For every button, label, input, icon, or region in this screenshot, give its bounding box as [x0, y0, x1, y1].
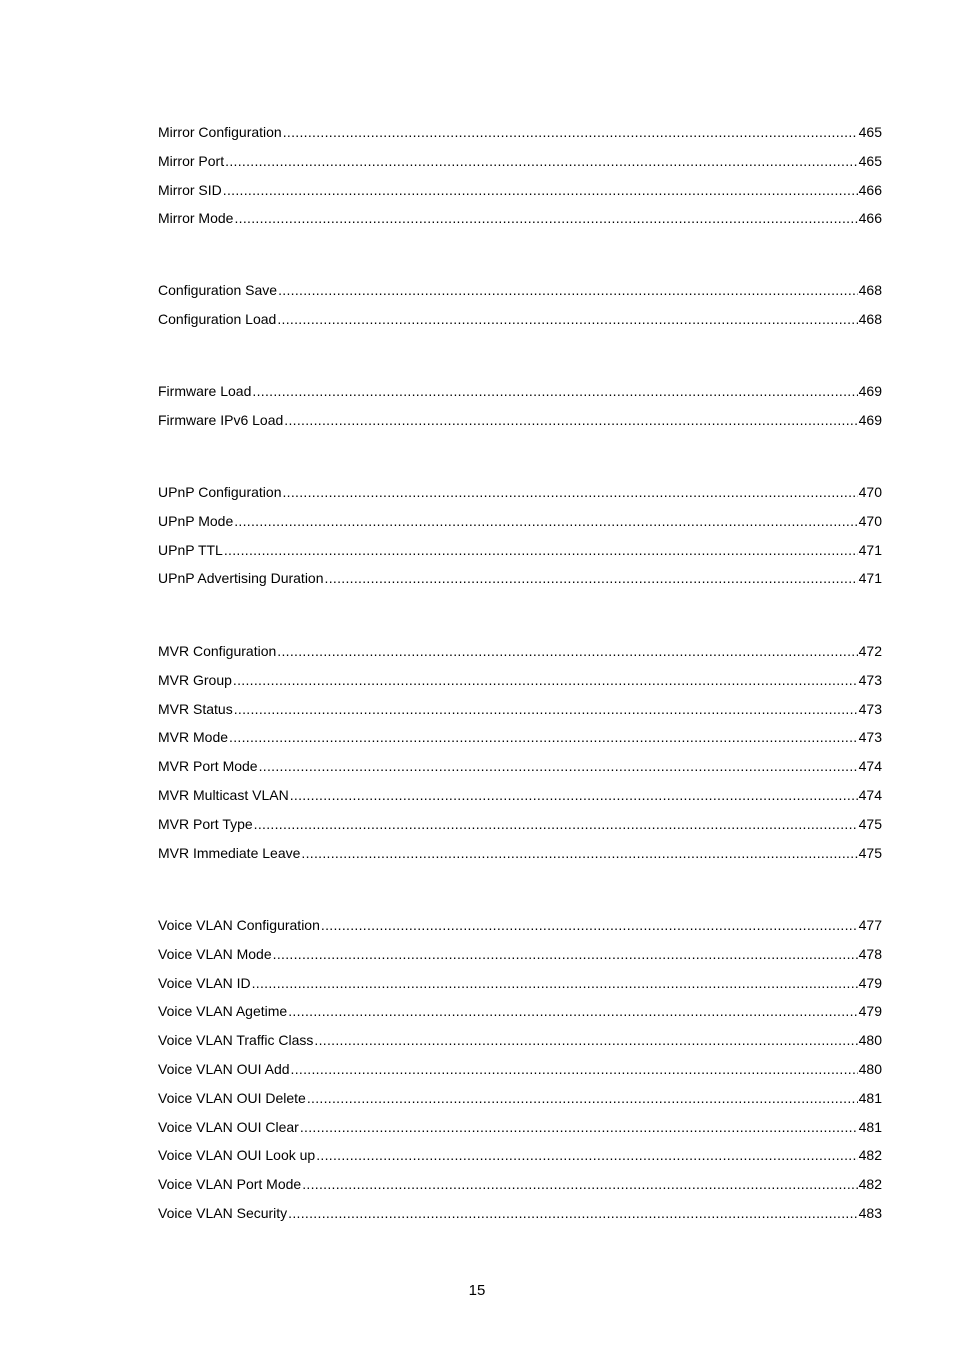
toc-entry-page: 473 — [858, 700, 882, 717]
toc-dot-leader — [225, 147, 858, 176]
toc-entry-page: 483 — [858, 1204, 882, 1221]
toc-dot-leader — [291, 1055, 858, 1084]
toc-entry-title: MVR Immediate Leave — [158, 844, 301, 861]
toc-entry[interactable] — [158, 723, 882, 752]
toc-entry-page: 479 — [858, 1003, 882, 1020]
toc-entry-title: Voice VLAN OUI Delete — [158, 1089, 306, 1106]
toc-entry[interactable] — [158, 637, 882, 666]
toc-dot-leader — [234, 507, 857, 536]
toc-entry-page: 474 — [858, 786, 882, 803]
toc-dot-leader — [254, 810, 858, 839]
toc-entry-page: 479 — [858, 974, 882, 991]
toc-entry-page: 470 — [858, 512, 882, 529]
toc-entry[interactable] — [158, 118, 882, 147]
toc-entry-title: MVR Group — [158, 671, 232, 688]
toc-entry-title: UPnP Mode — [158, 512, 234, 529]
toc-entry[interactable] — [158, 940, 882, 969]
toc-entry[interactable] — [158, 147, 882, 176]
toc-dot-leader — [252, 969, 858, 998]
toc-dot-leader — [284, 406, 857, 435]
page-number: 15 — [468, 1282, 486, 1299]
toc-entry-page: 465 — [858, 152, 882, 169]
toc-dot-leader — [282, 478, 857, 507]
toc-entry-title: MVR Configuration — [158, 643, 277, 659]
toc-entry-page: 468 — [858, 282, 882, 298]
toc-entry[interactable] — [158, 305, 882, 334]
toc-entry-title: MVR Port Type — [158, 815, 253, 832]
toc-entry[interactable] — [158, 969, 882, 998]
toc-entry-title: Firmware Load — [158, 383, 252, 399]
toc-section — [158, 478, 882, 593]
toc-entry[interactable] — [158, 204, 882, 233]
toc-entry-title: Voice VLAN Security — [158, 1204, 288, 1221]
toc-entry-page: 478 — [858, 945, 882, 962]
toc-entry[interactable] — [158, 839, 882, 868]
toc-entry-title: Voice VLAN Agetime — [158, 1003, 288, 1020]
toc-entry-title: Voice VLAN OUI Clear — [158, 1118, 299, 1135]
toc-dot-leader — [307, 1084, 858, 1113]
toc-dot-leader — [233, 666, 858, 695]
toc-entry[interactable] — [158, 752, 882, 781]
toc-dot-leader — [316, 1141, 857, 1170]
toc-entry-title: Firmware IPv6 Load — [158, 411, 284, 428]
toc-entry-title: Voice VLAN OUI Add — [158, 1060, 290, 1077]
toc-entry[interactable] — [158, 1170, 882, 1199]
toc-dot-leader — [301, 839, 857, 868]
toc-dot-leader — [288, 1199, 857, 1228]
toc-entry-page: 474 — [858, 758, 882, 775]
toc-entry[interactable] — [158, 781, 882, 810]
toc-dot-leader — [325, 564, 858, 593]
toc-dot-leader — [290, 781, 858, 810]
toc-dot-leader — [224, 536, 858, 565]
toc-entry-page: 481 — [858, 1118, 882, 1135]
toc-entry[interactable] — [158, 507, 882, 536]
toc-entry[interactable] — [158, 997, 882, 1026]
toc-dot-leader — [278, 276, 858, 305]
toc-dot-leader — [259, 752, 858, 781]
toc-entry-page: 480 — [858, 1032, 882, 1049]
toc-dot-leader — [252, 377, 857, 406]
toc-entry-page: 469 — [858, 411, 882, 428]
toc-entry-title: Mirror Mode — [158, 210, 234, 227]
toc-entry[interactable] — [158, 666, 882, 695]
toc-entry-title: Voice VLAN OUI Look up — [158, 1147, 316, 1164]
toc-dot-leader — [234, 695, 858, 724]
toc-dot-leader — [283, 118, 858, 147]
toc-entry-page: 480 — [858, 1060, 882, 1077]
toc-dot-leader — [314, 1026, 857, 1055]
toc-dot-leader — [277, 305, 857, 334]
toc-section — [158, 276, 882, 334]
toc-entry-title: UPnP Configuration — [158, 484, 282, 500]
toc-dot-leader — [300, 1113, 858, 1142]
toc-entry-title: Voice VLAN Port Mode — [158, 1176, 302, 1193]
toc-entry-page: 473 — [858, 671, 882, 688]
toc-entry-page: 475 — [858, 815, 882, 832]
toc-entry[interactable] — [158, 1199, 882, 1228]
toc-entry-page: 472 — [858, 643, 882, 659]
toc-dot-leader — [277, 637, 857, 666]
toc-entry[interactable] — [158, 1026, 882, 1055]
toc-entry-title: Mirror SID — [158, 181, 222, 198]
toc-entry-page: 465 — [858, 124, 882, 140]
toc-section — [158, 911, 882, 1228]
toc-entry-title: Configuration Load — [158, 310, 277, 327]
toc-entry-page: 482 — [858, 1176, 882, 1193]
toc-entry-title: Voice VLAN Mode — [158, 945, 272, 962]
toc-entry-title: UPnP TTL — [158, 541, 223, 558]
toc-entry-page: 470 — [858, 484, 882, 500]
toc-entry[interactable] — [158, 377, 882, 406]
toc-dot-leader — [288, 997, 857, 1026]
toc-entry[interactable] — [158, 1113, 882, 1142]
toc-entry[interactable] — [158, 695, 882, 724]
toc-entry-title: Mirror Configuration — [158, 124, 282, 140]
toc-entry-page: 477 — [858, 917, 882, 933]
toc-entry-title: MVR Mode — [158, 729, 229, 746]
toc-entry-page: 466 — [858, 210, 882, 227]
toc-section — [158, 637, 882, 867]
toc-section — [158, 377, 882, 435]
toc-entry-title: Voice VLAN Configuration — [158, 917, 320, 933]
toc-entry-page: 471 — [858, 541, 882, 558]
toc-entry-page: 471 — [858, 570, 882, 587]
toc-entry[interactable] — [158, 478, 882, 507]
toc-entry[interactable] — [158, 911, 882, 940]
toc-entry[interactable] — [158, 1055, 882, 1084]
toc-entry-title: MVR Port Mode — [158, 758, 258, 775]
toc-entry[interactable] — [158, 406, 882, 435]
toc-entry-page: 482 — [858, 1147, 882, 1164]
toc-entry-page: 469 — [858, 383, 882, 399]
toc-section — [158, 118, 882, 233]
toc-entry[interactable] — [158, 564, 882, 593]
toc-entry-page: 481 — [858, 1089, 882, 1106]
toc-entry-title: Voice VLAN ID — [158, 974, 251, 991]
toc-entry[interactable] — [158, 810, 882, 839]
toc-entry-title: Voice VLAN Traffic Class — [158, 1032, 314, 1049]
toc-entry-title: MVR Multicast VLAN — [158, 786, 289, 803]
toc-entry[interactable] — [158, 1084, 882, 1113]
toc-entry-title: Mirror Port — [158, 152, 225, 169]
toc-entry-title: Configuration Save — [158, 282, 278, 298]
toc-entry-title: MVR Status — [158, 700, 233, 717]
toc-dot-leader — [321, 911, 858, 940]
toc-entry-page: 466 — [858, 181, 882, 198]
toc-entry-page: 475 — [858, 844, 882, 861]
toc-dot-leader — [223, 176, 858, 205]
toc-entry[interactable] — [158, 176, 882, 205]
toc-dot-leader — [302, 1170, 857, 1199]
toc-entry[interactable] — [158, 1141, 882, 1170]
toc-entry-page: 473 — [858, 729, 882, 746]
toc-dot-leader — [229, 723, 858, 752]
toc-entry[interactable] — [158, 276, 882, 305]
toc-entry-page: 468 — [858, 310, 882, 327]
toc-entry[interactable] — [158, 536, 882, 565]
toc-dot-leader — [234, 204, 857, 233]
toc-entry-title: UPnP Advertising Duration — [158, 570, 324, 587]
toc-dot-leader — [273, 940, 858, 969]
